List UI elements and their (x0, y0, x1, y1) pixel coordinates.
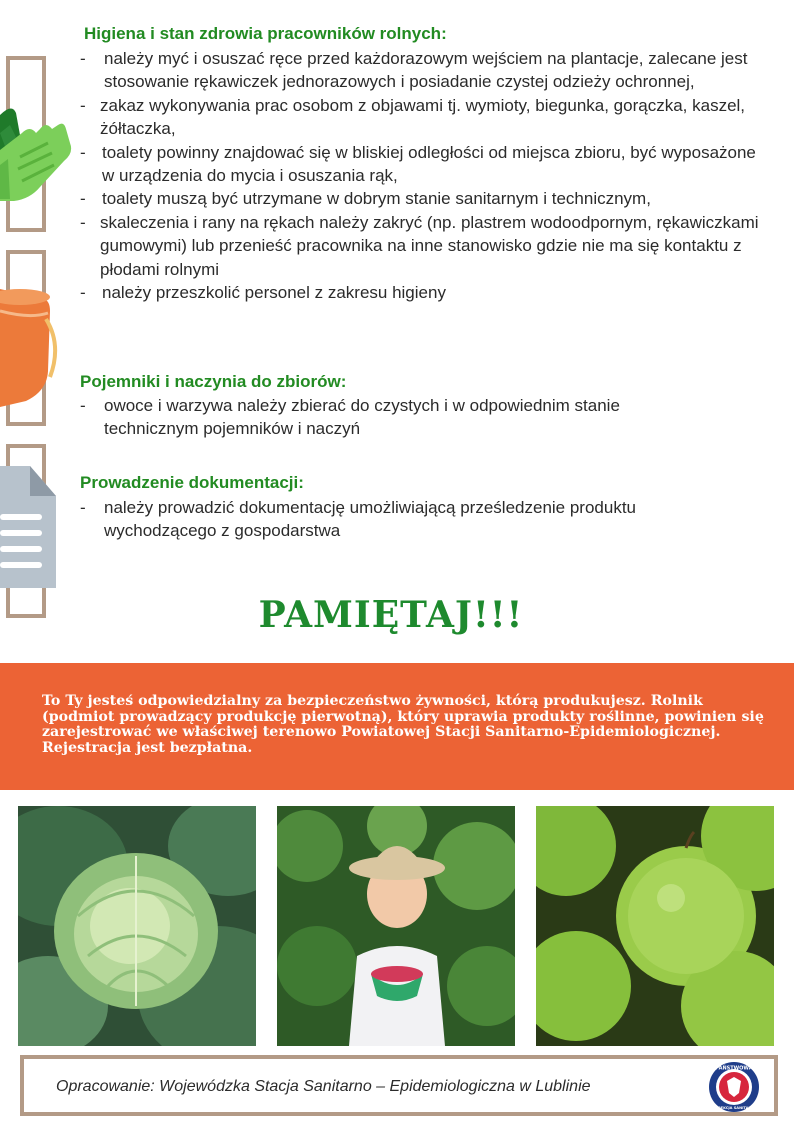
list-item: - toalety muszą być utrzymane w dobrym stanie sanitarnym i technicznym, (80, 189, 651, 209)
section-title-documentation: Prowadzenie dokumentacji: (80, 473, 304, 492)
footer-text: Opracowanie: Wojewódzka Stacja Sanitarno – Epidemiologiczna w Lublinie (56, 1078, 591, 1095)
list-item: - owoce i warzywa należy zbierać do czystych i w odpowiednim stanie technicznym pojemników i naczyń (80, 396, 620, 439)
bucket-icon (0, 283, 62, 413)
list-item: - skaleczenia i rany na rękach należy zakryć (np. plastrem wodoodpornym, rękawiczkami gumowymi) lub przenieść pracownika na inne stanowisko gdzie nie ma się kontaktu z płodami rolnymi (80, 212, 759, 279)
hygiene-list (80, 47, 770, 304)
section-title-hygiene: Higiena i stan zdrowia pracowników rolnych: (84, 24, 447, 43)
list-item: - zakaz wykonywania prac osobom z objawami tj. wymioty, biegunka, gorączka, kaszel, żółtaczka, (80, 95, 746, 139)
gloves-icon (0, 95, 76, 210)
documentation-list (80, 496, 720, 543)
remember-heading: PAMIĘTAJ!!! (258, 594, 524, 636)
list-item: - należy prowadzić dokumentację umożliwiającą prześledzenie produktu wychodzącego z gospodarstwa (80, 498, 637, 541)
list-item: - toalety powinny znajdować się w bliskiej odległości od miejsca zbioru, być wyposażone w urządzenia do mycia i osuszania rąk, (80, 142, 756, 186)
list-item: - należy przeszkolić personel z zakresu higieny (80, 283, 446, 303)
containers-list (80, 394, 700, 441)
seal-bottom-text: INSPEKCJA SANITARNA (711, 1106, 757, 1110)
footer-box (20, 1055, 778, 1116)
sanitary-inspection-seal (708, 1061, 760, 1113)
seal-top-text: PAŃSTWOWA (715, 1065, 753, 1072)
banner-text: To Ty jesteś odpowiedzialny za bezpieczeństwo żywności, którą produkujesz. Rolnik (podmiot prowadzący produkcję pierwotną), który uprawia produkty roślinne, powinien się zarejestrować we właściwej terenowo Powiatowej Stacji Sanitarno-Epidemiologicznej. Rejestracja jest bezpłatna. (42, 693, 764, 756)
child-with-raspberries-photo (277, 806, 515, 1046)
document-icon (0, 464, 58, 594)
list-item: - należy myć i osuszać ręce przed każdorazowym wejściem na plantacje, zalecane jest stosowanie rękawiczek jednorazowych i posiadanie czystej odzieży ochronnej, (80, 49, 748, 92)
section-title-containers: Pojemniki i naczynia do zbiorów: (80, 372, 347, 391)
cabbage-photo (18, 806, 256, 1046)
green-apples-photo (536, 806, 774, 1046)
